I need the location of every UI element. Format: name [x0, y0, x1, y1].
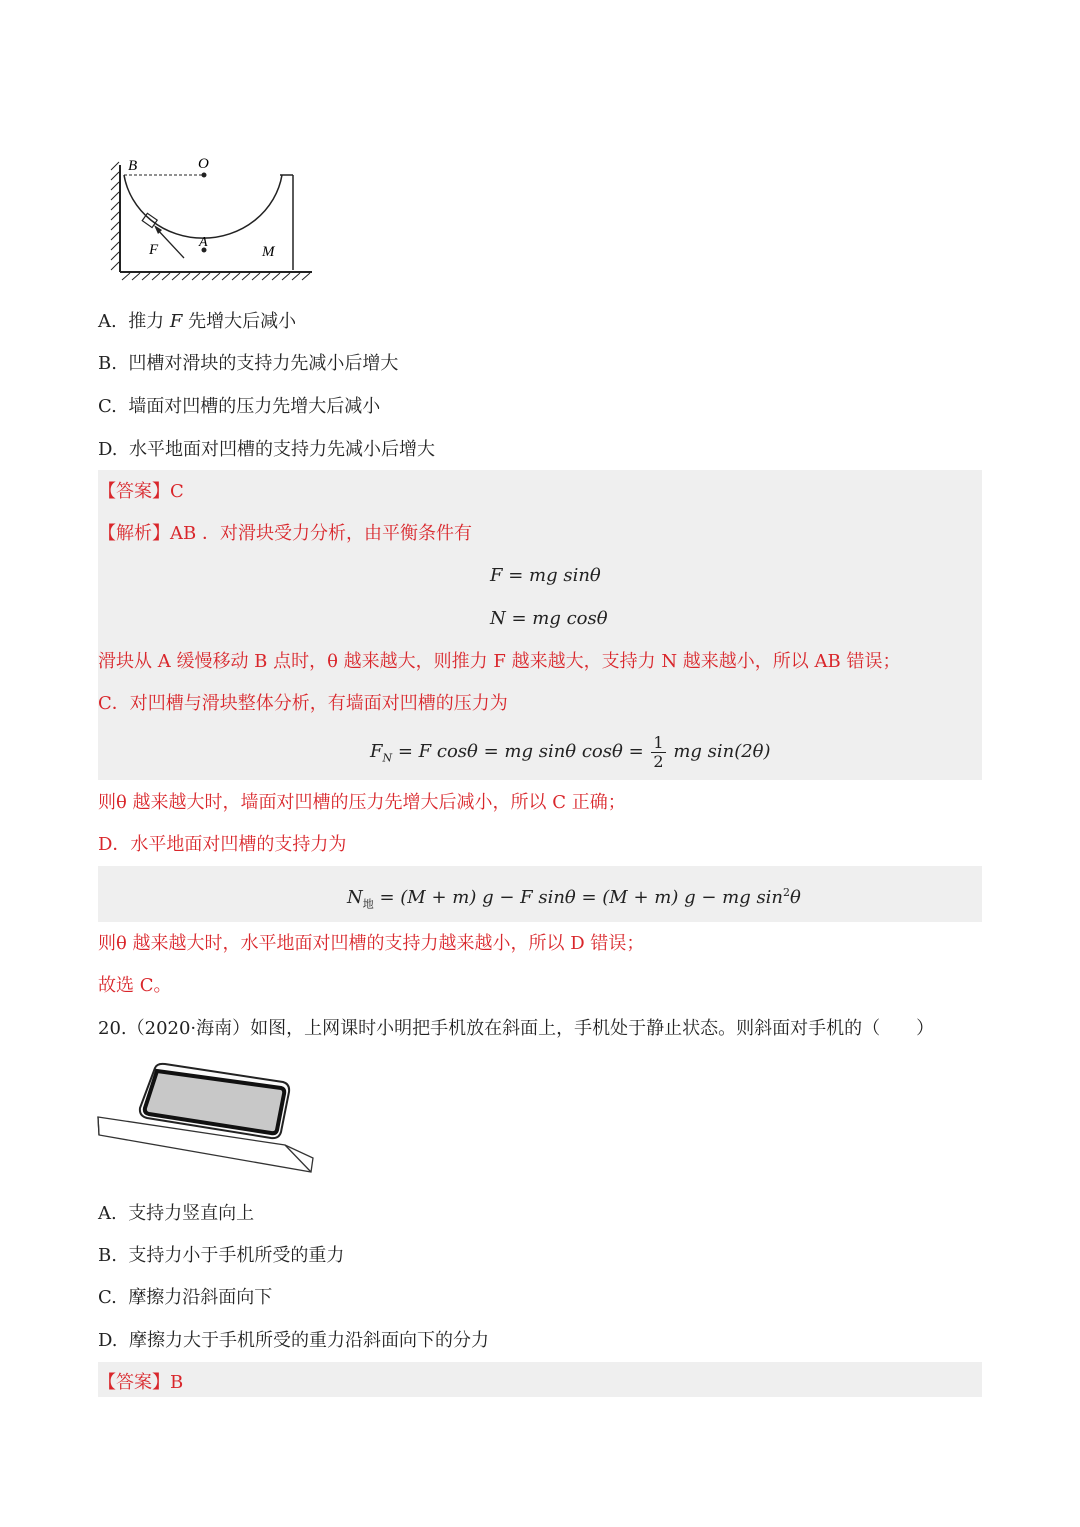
- q19-line-ab: 滑块从 A 缓慢移动 B 点时，θ 越来越大，则推力 F 越来越大，支持力 N 越来越小，所以 AB 错误；: [98, 651, 901, 672]
- q20-stem: 20.（2020·海南）如图，上网课时小明把手机放在斜面上，手机处于静止状态。则斜面对手机的（ ）: [98, 1018, 935, 1039]
- q19-conclusion: 故选 C。: [98, 975, 172, 996]
- equation-1: F = mg sinθ: [490, 565, 601, 586]
- label-O: O: [198, 156, 209, 172]
- answer-shade-3: [98, 1362, 982, 1397]
- q19-line-d2: 则θ 越来越大时，水平地面对凹槽的支持力越来越小，所以 D 错误；: [98, 933, 645, 954]
- q19-option-b: B. 凹槽对滑块的支持力先减小后增大: [98, 353, 399, 374]
- q19-line-c: C．对凹槽与滑块整体分析，有墙面对凹槽的压力为: [98, 693, 508, 714]
- label-M: M: [262, 244, 275, 260]
- fraction-half: $\frac{1}{2}$: [653, 732, 664, 771]
- q20-option-d: D. 摩擦力大于手机所受的重力沿斜面向下的分力: [98, 1330, 489, 1351]
- equation-2: N = mg cosθ: [490, 608, 608, 629]
- groove-figure: [100, 150, 320, 285]
- q19-analysis-intro: 【解析】AB ．对滑块受力分析，由平衡条件有: [98, 523, 472, 544]
- label-F: F: [149, 242, 159, 258]
- q19-line-d: D．水平地面对凹槽的支持力为: [98, 834, 347, 855]
- q20-option-b: B. 支持力小于手机所受的重力: [98, 1245, 345, 1266]
- label-B: B: [128, 158, 138, 174]
- q20-option-a: A. 支持力竖直向上: [98, 1203, 255, 1224]
- q20-option-c: C. 摩擦力沿斜面向下: [98, 1287, 273, 1308]
- q19-answer: 【答案】C: [98, 481, 184, 502]
- label-A: A: [199, 235, 208, 250]
- phone-incline-figure: [95, 1060, 320, 1180]
- q20-answer: 【答案】B: [98, 1372, 184, 1393]
- q19-option-d: D. 水平地面对凹槽的支持力先减小后增大: [98, 439, 435, 460]
- q19-line-c2: 则θ 越来越大时，墙面对凹槽的压力先增大后减小，所以 C 正确；: [98, 792, 626, 813]
- equation-4: $N_地 = (M + m) g - F$ sinθ = (M + m) g − mg $\sin^2\theta$: [347, 886, 801, 911]
- q19-option-c: C. 墙面对凹槽的压力先增大后减小: [98, 396, 381, 417]
- equation-3: $F_N = F$ cosθ = mg sinθ cosθ = $\frac{1}{2}$ mg sin(2θ): [370, 732, 771, 771]
- q19-option-a: A. 推力 F 先增大后减小: [98, 311, 297, 332]
